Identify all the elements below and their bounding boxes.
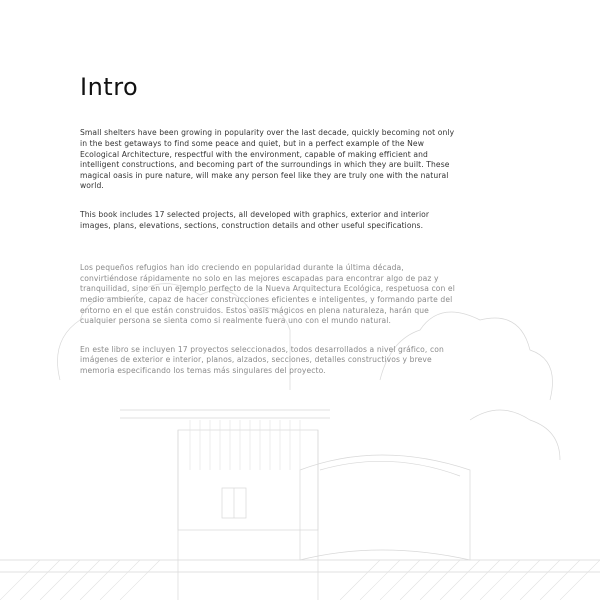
spanish-paragraph-2: En este libro se incluyen 17 proyectos seleccionados, todos desarrollados a nivel gráfico, con imágenes de exterior e interior, planos, alzados, secciones, detalles constructivos y breve memoria especificando los temas más singulares del proyecto.: [80, 344, 444, 375]
english-paragraph-2: This book includes 17 selected projects, all developed with graphics, exterior and interior images, plans, elevations, sections, construction details and other useful specifications.: [80, 209, 430, 230]
spanish-paragraph-1: Los pequeños refugios han ido creciendo en popularidad durante la última década, convirtiéndose rápidamente no solo en las mejores escapadas para encontrar algo de paz y tranquilidad, sino en un ejemplo perfecto de la Nueva Arquitectura Ecológica, respetuosa con el medio ambiente, capaz de hacer construcciones eficientes e inteligentes, y formando parte del entorno en el que están construidos. Estos oasis mágicos en plena naturaleza, harán que cualquier persona se sienta como si realmente fuera uno con el mundo natural.: [80, 263, 455, 326]
language-separator: [80, 249, 462, 263]
intro-text-block: [80, 74, 462, 394]
english-paragraph-1: Small shelters have been growing in popularity over the last decade, quickly becoming not only in the best getaways to find some peace and quiet, but in a perfect example of the New Ecological Architecture, respectful with the environment, capable of making efficient and intelligent constructions, and becoming part of the surroundings in which they are built. These magical oasis in pure nature, will make any person feel like they are truly one with the natural world.: [80, 128, 455, 191]
page-title: Intro: [80, 73, 139, 101]
